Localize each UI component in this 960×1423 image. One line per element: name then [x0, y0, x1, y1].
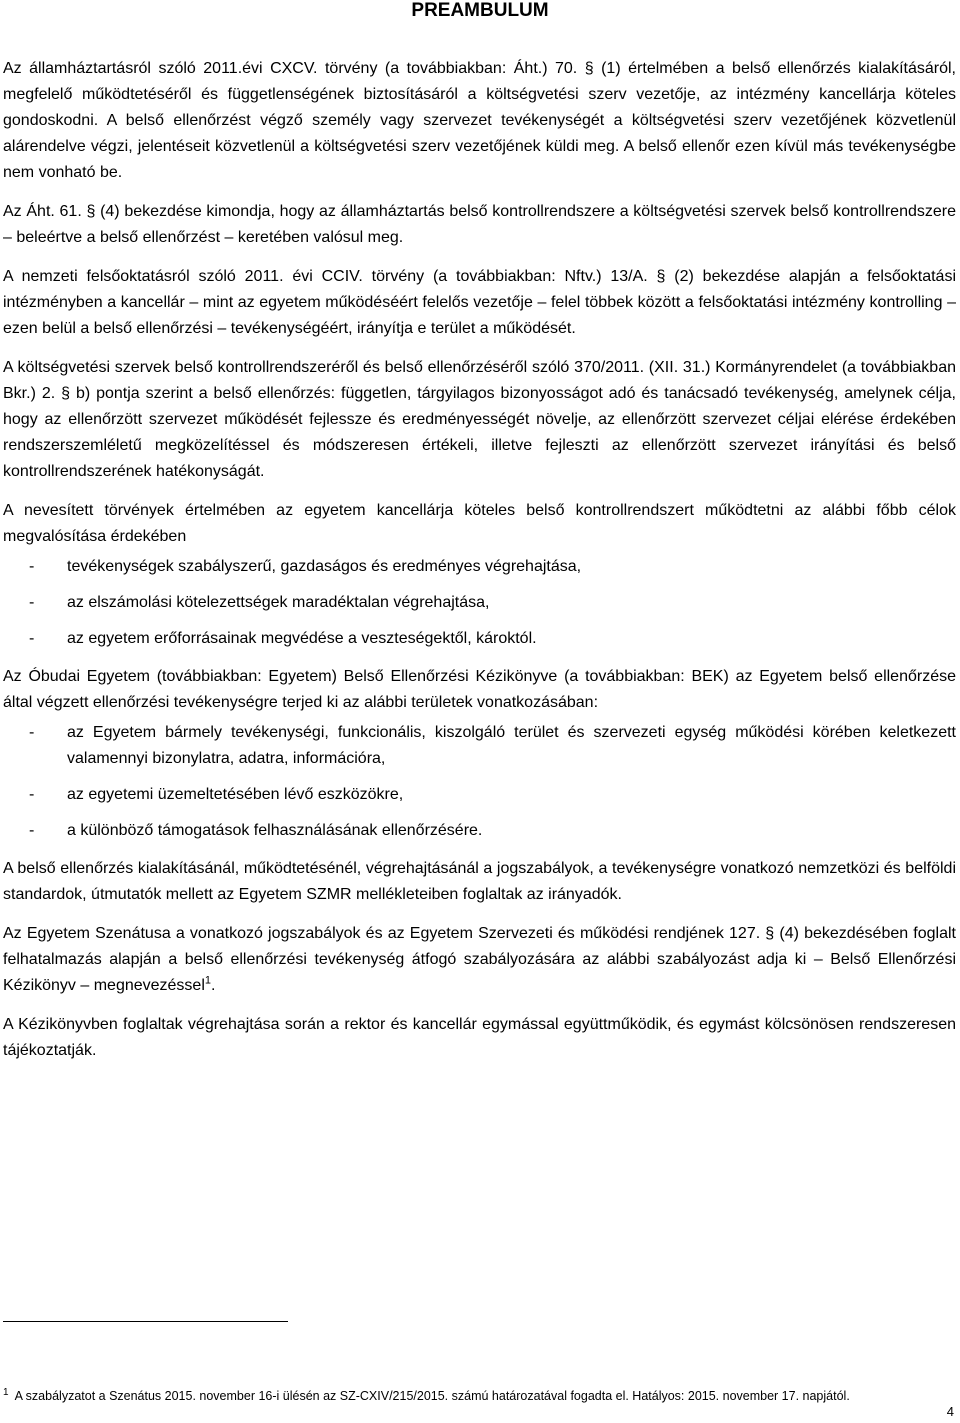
paragraph-senate-end: .: [211, 977, 216, 994]
dash-marker: -: [29, 630, 35, 647]
paragraph-aht-61: Az Áht. 61. § (4) bekezdése kimondja, hogy az államháztartás belső kontrollrendszere a költségvetési szervek belső kontrollrendszere – beleértve a belső ellenőrzést – keretében valósul meg.: [3, 203, 956, 246]
footnote-mark: 1: [3, 1386, 9, 1398]
paragraph-nftv: A nemzeti felsőoktatásról szóló 2011. évi CCIV. törvény (a továbbiakban: Nftv.) 13/A. § (2) bekezdése alapján a felsőoktatási intézményben a kancellár – mint az egyetem működéséért felelős vezetője – felel többek között a felsőoktatási intézmény kontrolling – ezen belül a belső ellenőrzési – tevékenységéért, irányítja e terület a működését.: [3, 268, 956, 337]
paragraph-aht-70: Az államháztartásról szóló 2011.évi CXCV. törvény (a továbbiakban: Áht.) 70. § (1) értelmében a belső ellenőrzés kialakításáról, megfelelő működtetéséről és függetlenségének biztosításáról a költségvetési szerv vezetője, az intézmény kancellárja köteles gondoskodni. A belső ellenőrzést végző személy vagy szervezet tevékenységét a költségvetési szerv vezetőjének közvetlenül alárendelve végzi, jelentéseit közvetlenül a költségvetési szerv vezetőjének küldi meg. A belső ellenőr ezen kívül más tevékenységbe nem vonható be.: [3, 60, 956, 181]
scope-list: [3, 720, 956, 844]
document-body: [3, 56, 956, 1077]
list-item: [3, 720, 956, 772]
footnote-text: A szabályzatot a Szenátus 2015. november 16-i ülésén az SZ-CXIV/215/2015. számú határozatával fogadta el. Hatályos: 2015. november 17. napjától.: [14, 1389, 850, 1403]
footnote-separator: [3, 1321, 288, 1322]
footnote-reference[interactable]: 1: [204, 974, 212, 987]
paragraph-senate: [3, 921, 956, 999]
page-number: 4: [946, 1404, 954, 1419]
paragraph-goals-intro: A nevesített törvények értelmében az egyetem kancellárja köteles belső kontrollrendszert működtetni az alábbi főbb célok megvalósítása érdekében: [3, 502, 956, 545]
list-item-text: a különböző támogatások felhasználásának ellenőrzésére.: [67, 822, 483, 839]
list-item: [3, 554, 956, 580]
list-item-text: az elszámolási kötelezettségek maradéktalan végrehajtása,: [67, 594, 490, 611]
footnote: [3, 1388, 953, 1404]
paragraph-cooperation: A Kézikönyvben foglaltak végrehajtása során a rektor és kancellár egymással együttműködik, és egymást kölcsönösen rendszeresen tájékoztatják.: [3, 1016, 956, 1059]
list-item-text: az egyetem erőforrásainak megvédése a veszteségektől, károktól.: [67, 630, 537, 647]
paragraph-bkr: A költségvetési szervek belső kontrollrendszeréről és belső ellenőrzéséről szóló 370/2011. (XII. 31.) Kormányrendelet (a továbbiakban Bkr.) 2. § b) pontja szerint a belső ellenőrzés: független, tárgyilagos bizonyosságot adó és tanácsadó tevékenység, amelynek célja, hogy az ellenőrzött szervezet működését fejlessze és eredményességét növelje, az ellenőrzött szervezet céljai elérése érdekében rendszerszemléletű megközelítéssel és módszeresen értékeli, illetve fejleszti az ellenőrzött szervezet irányítási és belső kontrollrendszerének hatékonyságát.: [3, 359, 956, 480]
list-item: [3, 626, 956, 652]
dash-marker: -: [29, 822, 35, 839]
page-title: PREAMBULUM: [411, 0, 549, 21]
list-item-text: az egyetemi üzemeltetésében lévő eszközökre,: [67, 786, 404, 803]
list-item: [3, 590, 956, 616]
list-item-text: az Egyetem bármely tevékenységi, funkcionális, kiszolgáló terület és szervezeti egység működési körében keletkezett valamennyi bizonylatra, adatra, információra,: [67, 724, 956, 767]
goals-list: [3, 554, 956, 652]
list-item-text: tevékenységek szabályszerű, gazdaságos és eredményes végrehajtása,: [67, 558, 582, 575]
list-item: [3, 818, 956, 844]
dash-marker: -: [29, 724, 35, 741]
paragraph-bek-scope: Az Óbudai Egyetem (továbbiakban: Egyetem) Belső Ellenőrzési Kézikönyve (a továbbiakban: BEK) az Egyetem belső ellenőrzése által végzett ellenőrzési tevékenységre terjed ki az alábbi területek vonatkozásában:: [3, 668, 956, 711]
paragraph-standards: A belső ellenőrzés kialakításánál, működtetésénél, végrehajtásánál a jogszabályok, a tevékenységre vonatkozó nemzetközi és belföldi standardok, útmutatók mellett az Egyetem SZMR mellékleteiben foglaltak az irányadók.: [3, 860, 956, 903]
paragraph-senate-text: Az Egyetem Szenátusa a vonatkozó jogszabályok és az Egyetem Szervezeti és működési rendjének 127. § (4) bekezdésében foglalt felhatalmazás alapján a belső ellenőrzési tevékenység átfogó szabályozására az alábbi szabályozást adja ki – Belső Ellenőrzési Kézikönyv – megnevezéssel: [3, 925, 956, 994]
dash-marker: -: [29, 786, 35, 803]
dash-marker: -: [29, 558, 35, 575]
list-item: [3, 782, 956, 808]
dash-marker: -: [29, 594, 35, 611]
